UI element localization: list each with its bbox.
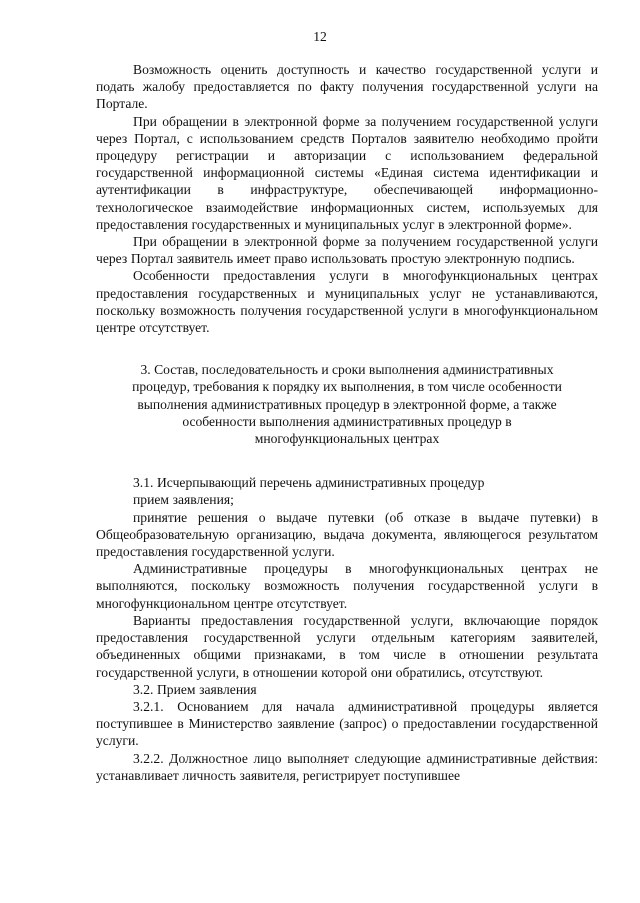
paragraph-portal-registration: При обращении в электронной форме за получением государственной услуги через Портал, с использованием средств Порталов заявителю необходимо пройти процедуру регистрации и авторизации с использованием федеральной государственной информационной системы «Единая система идентификации и аутентификации в инфраструктуре, обеспечивающей информационно-технологическое взаимодействие информационных систем, используемых для предоставления государственных и муниципальных услуг в электронной форме».	[96, 113, 598, 232]
section-heading-line: особенности выполнения административных процедур в	[182, 413, 512, 429]
page-content	[96, 61, 598, 784]
paragraph-3-2-title: 3.2. Прием заявления	[133, 681, 257, 697]
paragraph-3-1-title: 3.1. Исчерпывающий перечень административных процедур	[133, 475, 485, 491]
section-heading-line: 3. Состав, последовательность и сроки выполнения административных	[140, 362, 554, 378]
section-heading-line: выполнения административных процедур в электронной форме, а также	[137, 396, 557, 412]
paragraph-mfc-features: Особенности предоставления услуги в многофункциональных центрах предоставления государственных и муниципальных услуг не устанавливаются, поскольку возможность получения государственной услуги в многофункциональном центре отсутствует.	[96, 268, 598, 336]
paragraph-service-variants: Варианты предоставления государственной услуги, включающие порядок предоставления государственной услуги отдельным категориям заявителей, объединенных общими признаками, в том числе в отношении результата государственной услуги, в отношении которой они обратились, отсутствуют.	[96, 612, 598, 680]
paragraph-3-2-1: 3.2.1. Основанием для начала административной процедуры является поступившее в Министерство заявление (запрос) о предоставлении государственной услуги.	[96, 698, 598, 749]
paragraph-list-item-reception: прием заявления;	[133, 492, 234, 508]
paragraph-portal-feedback: Возможность оценить доступность и качество государственной услуги и подать жалобу предоставляется по факту получения государственной услуги на Портале.	[96, 62, 598, 112]
page-number: 12	[313, 29, 327, 44]
paragraph-3-2-2: 3.2.2. Должностное лицо выполняет следующие административные действия: устанавливает личность заявителя, регистрирует поступившее	[96, 750, 598, 783]
section-heading-line: многофункциональных центрах	[254, 431, 440, 447]
paragraph-electronic-signature: При обращении в электронной форме за получением государственной услуги через Портал заявитель имеет право использовать простую электронную подпись.	[96, 234, 598, 267]
paragraph-mfc-procedures: Административные процедуры в многофункциональных центрах не выполняются, поскольку возможность получения государственной услуги в многофункциональном центре отсутствует.	[96, 561, 598, 611]
section-3-heading	[96, 361, 598, 447]
paragraph-list-item-decision: принятие решения о выдаче путевки (об отказе в выдаче путевки) в Общеобразовательную организацию, выдача документа, являющегося результатом предоставления государственной услуги.	[96, 509, 598, 560]
section-heading-line: процедур, требования к порядку их выполнения, в том числе особенности	[132, 379, 562, 395]
